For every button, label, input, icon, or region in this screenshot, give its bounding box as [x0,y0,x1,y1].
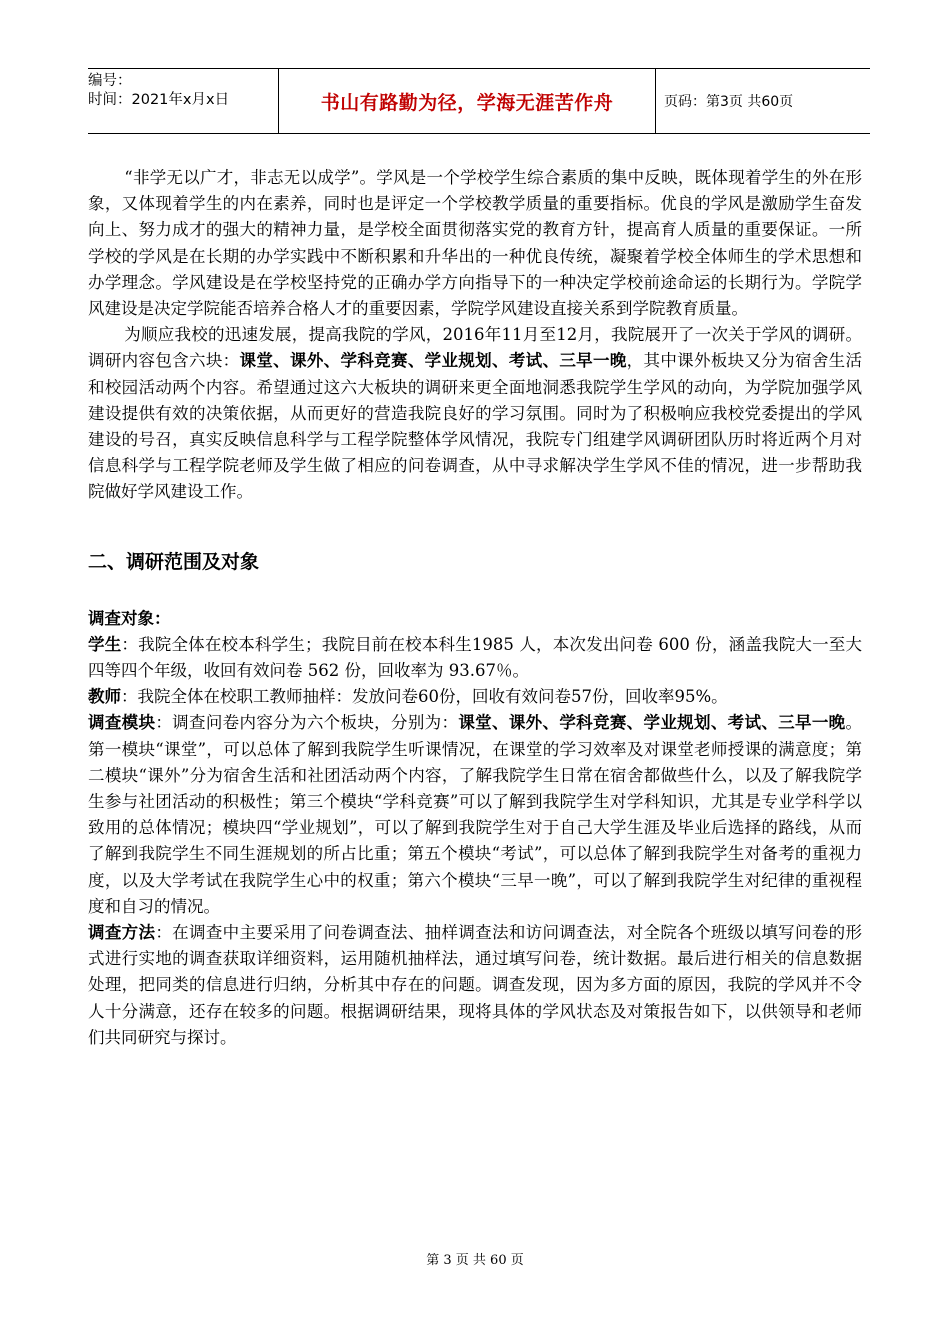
students-label: 学生 [88,634,122,654]
method-text: ：在调查中主要采用了问卷调查法、抽样调查法和访问调查法，对全院各个班级以填写问卷的形式进行实地的调查获取详细资料，运用随机抽样法，通过填写问卷，统计数据。最后进行相关的信息数据处理，把同类的信息进行归纳，分析其中存在的问题。调查发现，因为多方面的原因，我院的学风并不令人十分满意，还存在较多的问题。根据调研结果，现将具体的学风状态及对策报告如下，以供领导和老师们共同研究与探讨。 [88,923,863,1047]
target-label [88,606,862,632]
intro-p2-text-b: ，其中课外板块又分为宿舍生活和校园活动两个内容。希望通过这六大板块的调研来更全面地洞悉我院学生学风的动向，为学院加强学风建设提供有效的决策依据，从而更好的营造我院良好的学习氛围。同时为了积极响应我校党委提出的学风建设的号召，真实反映信息科学与工程学院整体学风情况，我院专门组建学风调研团队历时将近两个月对信息科学与工程学院老师及学生做了相应的问卷调查，从中寻求解决学生学风不佳的情况，进一步帮助我院做好学风建设工作。 [88,351,863,502]
students-paragraph [88,632,862,684]
modules-paragraph [88,710,862,920]
modules-label: 调查模块 [88,713,156,733]
header-page-info: 页码：第3页 共60页 [664,94,794,110]
modules-text-b: 。第一模块“课堂”，可以总体了解到我院学生听课情况，在课堂的学习效率及对课堂老师授课的满意度；第二模块“课外”分为宿舍生活和社团活动两个内容，了解我院学生日常在宿舍都做些什么，以及了解我院学生参与社团活动的积极性；第三个模块“学科竞赛”可以了解到我院学生对学科知识，尤其是专业学科学以致用的总体情况；模块四“学业规划”，可以了解到我院学生对于自己大学生涯及毕业后选择的路线，从而了解到我院学生不同生涯规划的所占比重；第五个模块“考试”，可以总体了解到我院学生对备考的重视力度，以及大学考试在我院学生心中的权重；第六个模块“三早一晚”，可以了解到我院学生对纪律的重视程度和自习的情况。 [88,713,863,916]
modules-bold: 课堂、课外、学科竞赛、学业规划、考试、三早一晚 [458,713,846,733]
page-footer: 第 3 页 共 60 页 [426,1253,524,1268]
intro-p1-text: “非学无以广才，非志无以成学”。学风是一个学校学生综合素质的集中反映，既体现着学生的外在形象，又体现着学生的内在素养，同时也是评定一个学校教学质量的重要指标。优良的学风是激励学生奋发向上、努力成才的强大的精神力量，是学校全面贯彻落实党的教育方针，提高育人质量的重要保证。一所学校的学风是在长期的办学实践中不断积累和升华出的一种优良传统，凝聚着学校全体师生的学术思想和办学理念。学风建设是在学校坚持党的正确办学方向指导下的一种决定学校前途命运的长期行为。学院学风建设是决定学院能否培养合格人才的重要因素，学院学风建设直接关系到学院教育质量。 [88,168,862,319]
teachers-label: 教师 [88,687,121,707]
section-heading: 二、调研范围及对象 [88,550,260,573]
header-meta [88,69,278,133]
students-text: ：我院全体在校本科学生；我院目前在校本科生1985 人，本次发出问卷 600 份，涵盖我院大一至大四等四个年级，收回有效问卷 562 份，回收率为 93.67％。 [88,634,862,681]
number-label: 编号： [88,73,132,89]
intro-p2-text-a: 为顺应我校的迅速发展，提高我院的学风，2016年11月至12月，我院展开了一次关于学风的调研。调研内容包含六块： [88,325,862,371]
method-paragraph [88,920,862,1051]
time-label: 时间：2021年x月x日 [88,92,230,108]
intro-p2-bold: 课堂、课外、学科竞赛、学业规划、考试、三早一晚 [239,351,627,371]
intro-paragraph-2 [88,322,862,505]
teachers-paragraph [88,684,862,710]
method-label: 调查方法 [88,923,156,943]
intro-paragraph-1 [88,165,862,322]
teachers-text: ：我院全体在校职工教师抽样：发放问卷60份，回收有效问卷57份，回收率95%。 [121,687,728,707]
document-body [88,165,862,1051]
modules-text-a: ：调查问卷内容分为六个板块，分别为： [155,713,459,733]
header-motto: 书山有路勤为径，学海无涯苦作舟 [278,69,656,133]
target-label-text: 调查对象： [88,608,171,628]
page-header [88,68,870,134]
